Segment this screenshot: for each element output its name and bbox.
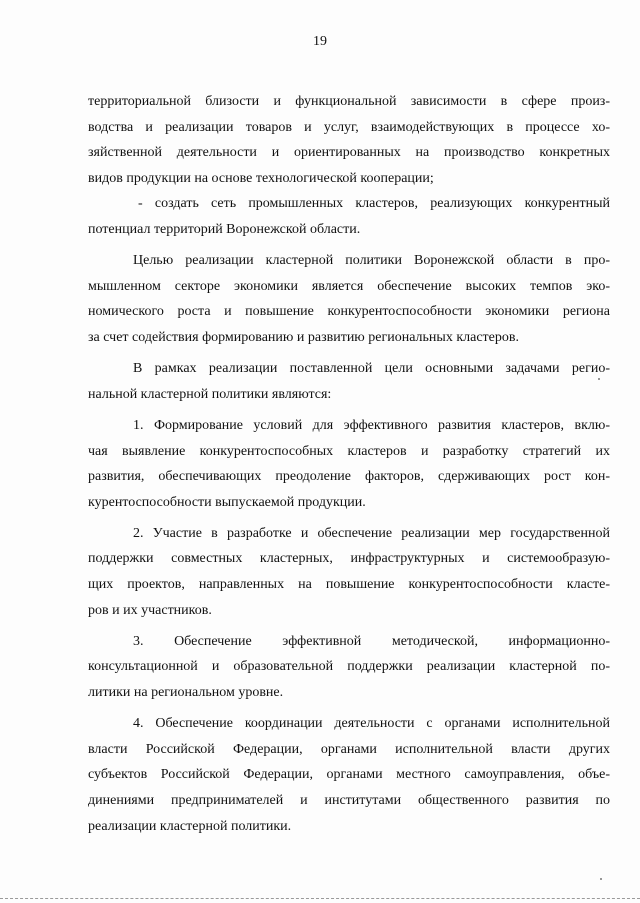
text-line: зяйственной деятельности и ориентированных на производство конкретных [88,145,610,161]
text-line: видов продукции на основе технологической кооперации; [88,170,434,186]
scan-speck [600,878,602,880]
page-number: 19 [313,34,327,49]
text-line: мышленном секторе экономики является обеспечение высоких темпов эко- [88,278,610,294]
text-line: 4. Обеспечение координации деятельности с органами исполнительной [133,716,610,732]
text-line: развития, обеспечивающих преодоление факторов, сдерживающих рост кон- [88,469,610,485]
text-line: 2. Участие в разработке и обеспечение реализации мер государственной [133,525,610,541]
text-line-spread [88,629,610,655]
text-word: информационно- [508,633,610,649]
text-line: Целью реализации кластерной политики Воронежской области в про- [133,253,610,269]
text-line: номического роста и повышение конкурентоспособности экономики региона [88,304,610,320]
text-line: за счет содействия формированию и развитию региональных кластеров. [88,329,519,345]
text-line: нальной кластерной политики являются: [88,386,332,402]
text-line: ров и их участников. [88,602,212,618]
scan-edge-rule [0,898,640,899]
text-line: водства и реализации товаров и услуг, взаимодействующих в процессе хо- [88,119,610,135]
text-line: поддержки совместных кластерных, инфраструктурных и системообразую- [88,551,610,567]
text-line: щих проектов, направленных на повышение конкурентоспособности класте- [88,577,610,593]
text-line: курентоспособности выпускаемой продукции. [88,494,366,510]
list-number: 3. [133,633,144,649]
text-line: власти Российской Федерации, органами исполнительной власти других [88,741,610,757]
text-line: - создать сеть промышленных кластеров, реализующих конкурентный [138,196,610,212]
text-line: реализации кластерной политики. [88,818,292,834]
document-body [88,89,610,839]
text-word: методической, [391,633,478,649]
scan-speck [598,378,600,380]
text-line: 1. Формирование условий для эффективного развития кластеров, вклю- [133,417,610,433]
text-line: территориальной близости и функциональной зависимости в сфере произ- [88,94,610,109]
text-word: Обеспечение [174,633,252,649]
text-line: субъектов Российской Федерации, органами местного самоуправления, объе- [88,767,610,783]
text-word: эффективной [282,633,362,649]
text-line: В рамках реализации поставленной цели основными задачами регио- [133,361,610,377]
text-line: чая выявление конкурентоспособных кластеров и разработку стратегий их [88,443,610,459]
text-line: консультационной и образовательной поддержки реализации кластерной по- [88,659,610,675]
text-line: литики на региональном уровне. [88,685,284,701]
text-line: динениями предпринимателей и институтами общественного развития по [88,793,610,808]
text-line: потенциал территорий Воронежской области. [88,221,361,237]
